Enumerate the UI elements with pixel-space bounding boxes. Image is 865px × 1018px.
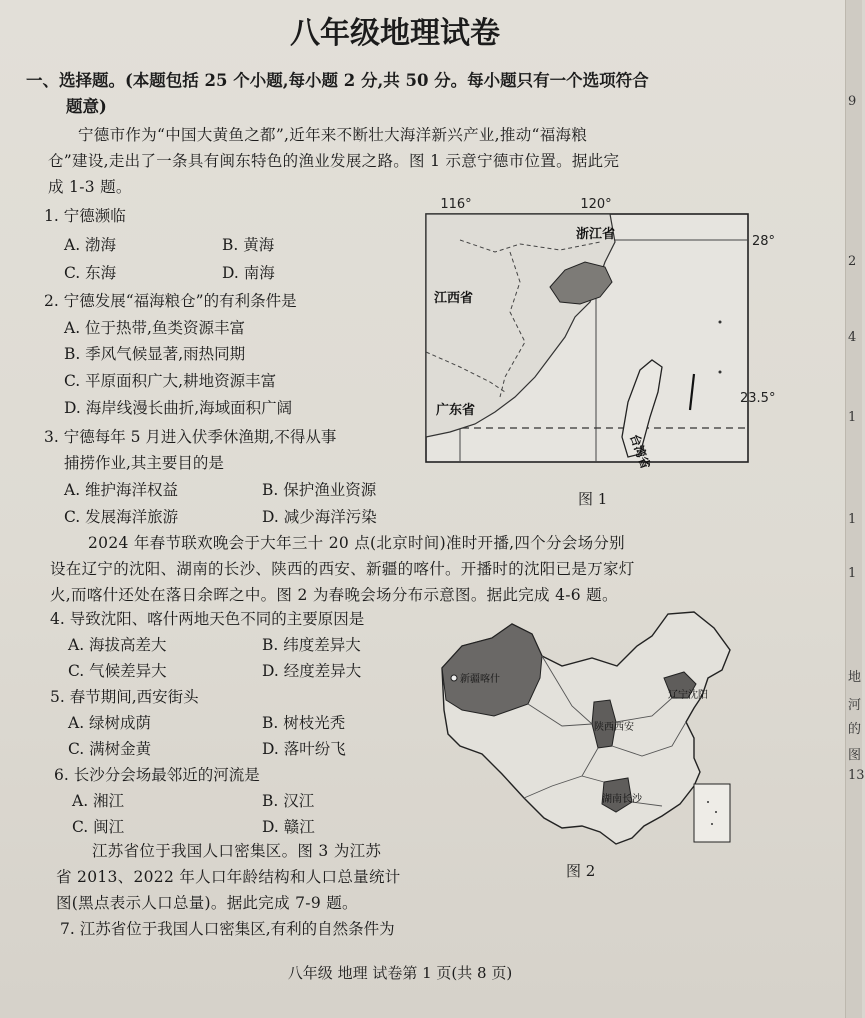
- longitude-label: 120°: [580, 197, 612, 212]
- venue-label-shenyang: 辽宁沈阳: [668, 690, 708, 701]
- option: C. 发展海洋旅游: [64, 508, 179, 526]
- venue-label-kashgar: 新疆喀什: [460, 674, 500, 685]
- figure-1-map: [400, 192, 780, 472]
- option: C. 东海: [64, 264, 117, 282]
- intro-paragraph-line: 江苏省位于我国人口密集区。图 3 为江苏: [92, 842, 382, 860]
- question-stem-cont: 捕捞作业,其主要目的是: [64, 454, 224, 472]
- intro-paragraph-line: 省 2013、2022 年人口年龄结构和人口总量统计: [56, 868, 401, 886]
- option: D. 南海: [222, 264, 275, 282]
- option: C. 闽江: [72, 818, 125, 836]
- edge-fragment: 河: [848, 698, 862, 713]
- option: D. 经度差异大: [262, 662, 362, 680]
- option: C. 气候差异大: [68, 662, 167, 680]
- option: D. 落叶纷飞: [262, 740, 346, 758]
- section-heading: 一、选择题。(本题包括 25 个小题,每小题 2 分,共 50 分。每小题只有一个选项符合: [26, 71, 649, 90]
- option: A. 湘江: [72, 792, 125, 810]
- option: A. 绿树成荫: [68, 714, 152, 732]
- edge-fragment: 1: [848, 410, 857, 425]
- option: A. 维护海洋权益: [64, 481, 179, 499]
- question-stem: 6. 长沙分会场最邻近的河流是: [54, 766, 260, 784]
- question-stem: 1. 宁德濒临: [44, 207, 126, 225]
- province-label-guangdong: 广东省: [436, 403, 476, 418]
- question-stem: 7. 江苏省位于我国人口密集区,有利的自然条件为: [60, 920, 395, 938]
- option: D. 减少海洋污染: [262, 508, 377, 526]
- page-footer: 八年级 地理 试卷第 1 页(共 8 页): [287, 964, 513, 982]
- province-label-zhejiang: 浙江省: [576, 227, 616, 242]
- option: A. 位于热带,鱼类资源丰富: [64, 319, 245, 337]
- longitude-label: 116°: [440, 197, 472, 212]
- figure-2-caption: 图 2: [566, 862, 596, 880]
- intro-paragraph-line: 图(黑点表示人口总量)。据此完成 7-9 题。: [56, 894, 358, 912]
- question-stem: 3. 宁德每年 5 月进入伏季休渔期,不得从事: [44, 428, 337, 446]
- page-title: 八年级地理试卷: [290, 16, 500, 51]
- option: D. 海岸线漫长曲折,海域面积广阔: [64, 399, 293, 417]
- intro-paragraph-line: 设在辽宁的沈阳、湖南的长沙、陕西的西安、新疆的喀什。开播时的沈阳已是万家灯: [50, 560, 635, 578]
- edge-fragment: 13: [848, 768, 865, 783]
- venue-label-xian: 陕西西安: [594, 722, 634, 733]
- option: B. 保护渔业资源: [262, 481, 377, 499]
- option: D. 赣江: [262, 818, 315, 836]
- province-label-jiangxi: 江西省: [434, 291, 474, 306]
- edge-fragment: 地: [848, 670, 862, 685]
- edge-fragment: 4: [848, 330, 857, 345]
- option: B. 树枝光秃: [262, 714, 346, 732]
- edge-fragment: 2: [848, 254, 857, 269]
- option: B. 黄海: [222, 236, 275, 254]
- figure-2-china-map: [432, 606, 742, 856]
- question-stem: 2. 宁德发展“福海粮仓”的有利条件是: [44, 292, 297, 310]
- option: A. 海拔高差大: [68, 636, 167, 654]
- edge-fragment: 图: [848, 748, 862, 763]
- option: B. 汉江: [262, 792, 315, 810]
- intro-paragraph-line: 成 1-3 题。: [48, 178, 132, 196]
- latitude-label: 28°: [752, 234, 776, 249]
- option: B. 纬度差异大: [262, 636, 361, 654]
- intro-paragraph-line: 2024 年春节联欢晚会于大年三十 20 点(北京时间)准时开播,四个分会场分别: [88, 534, 625, 552]
- next-page-edge: [845, 0, 865, 1018]
- edge-fragment: 的: [848, 722, 862, 737]
- option: A. 渤海: [64, 236, 117, 254]
- intro-paragraph-line: 火,而喀什还处在落日余晖之中。图 2 为春晚会场分布示意图。据此完成 4-6 题。: [50, 586, 618, 604]
- edge-fragment: 1: [848, 566, 857, 581]
- figure-1-caption: 图 1: [578, 490, 608, 508]
- option: C. 平原面积广大,耕地资源丰富: [64, 372, 277, 390]
- latitude-label: 23.5°: [740, 391, 776, 406]
- question-stem: 4. 导致沈阳、喀什两地天色不同的主要原因是: [50, 610, 365, 628]
- section-heading-cont: 题意): [66, 97, 107, 116]
- intro-paragraph-line: 仓”建设,走出了一条具有闽东特色的渔业发展之路。图 1 示意宁德市位置。据此完: [48, 152, 620, 170]
- edge-fragment: 9: [848, 94, 857, 109]
- venue-label-changsha: 湖南长沙: [602, 794, 642, 805]
- province-label-taiwan: 台湾省: [627, 432, 653, 471]
- question-stem: 5. 春节期间,西安街头: [50, 688, 199, 706]
- edge-fragment: 1: [848, 512, 857, 527]
- option: B. 季风气候显著,雨热同期: [64, 345, 246, 363]
- intro-paragraph-line: 宁德市作为“中国大黄鱼之都”,近年来不断壮大海洋新兴产业,推动“福海粮: [78, 126, 588, 144]
- option: C. 满树金黄: [68, 740, 152, 758]
